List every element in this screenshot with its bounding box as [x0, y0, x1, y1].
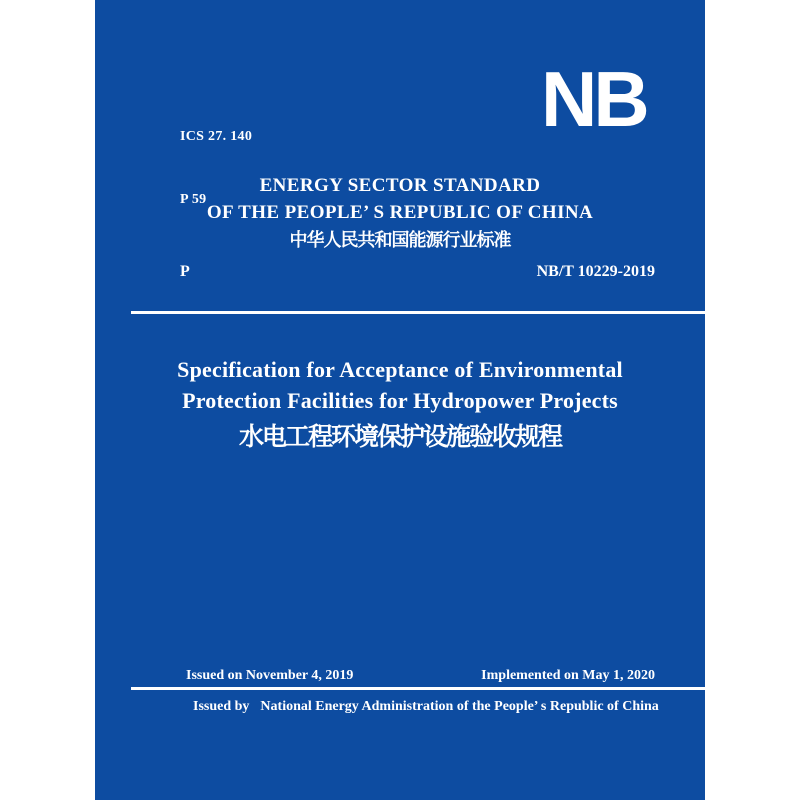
issuing-organization-heading [95, 172, 705, 254]
standard-cover-page [95, 0, 705, 800]
standard-number: NB/T 10229-2019 [536, 263, 655, 280]
issued-by-row [193, 698, 659, 715]
standard-title-block [95, 354, 705, 460]
org-heading-chinese: 中华人民共和国能源行业标准 [289, 230, 511, 250]
class-code: P 59 [180, 192, 207, 207]
bottom-divider-rule [131, 687, 705, 690]
title-english-line1: Specification for Acceptance of Environmental [177, 357, 623, 382]
issuer-name: National Energy Administration of the People’ s Republic of China [260, 699, 659, 714]
top-divider-rule [131, 311, 705, 314]
issued-date: Issued on November 4, 2019 [186, 668, 354, 683]
title-chinese: 水电工程环境保护设施验收规程 [238, 424, 561, 451]
title-english-line2: Protection Facilities for Hydropower Projects [182, 388, 618, 413]
nb-logo: NB [541, 55, 646, 143]
doc-class-letter: P [180, 263, 190, 280]
implemented-date: Implemented on May 1, 2020 [481, 668, 655, 683]
issued-by-label: Issued by [193, 699, 250, 714]
org-heading-line2: OF THE PEOPLE’ S REPUBLIC OF CHINA [206, 202, 594, 223]
dates-row [186, 667, 655, 684]
org-heading-line1: ENERGY SECTOR STANDARD [259, 175, 541, 196]
standard-id-row [180, 262, 655, 282]
ics-code: ICS 27. 140 [180, 129, 253, 144]
